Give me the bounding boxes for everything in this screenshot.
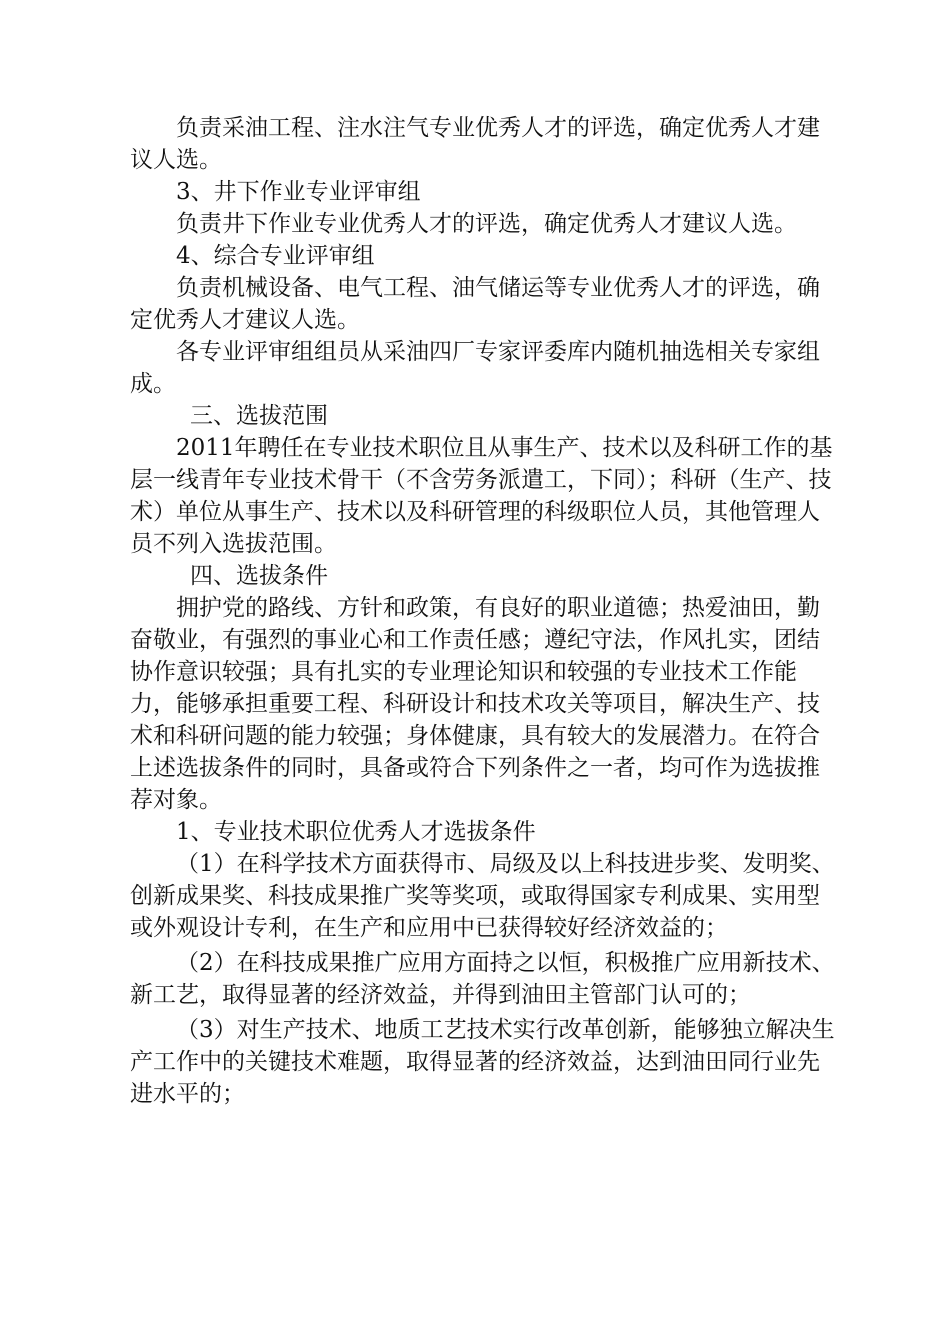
paragraph-comprehensive-group-duty: 负责机械设备、电气工程、油气储运等专业优秀人才的评选，确定优秀人才建议人选。 — [130, 275, 820, 333]
paragraph-downhole-group-duty: 负责井下作业专业优秀人才的评选，确定优秀人才建议人选。 — [176, 211, 797, 237]
condition-item-3: （3）对生产技术、地质工艺技术实行改革创新，能够独立解决生产工作中的关键技术难题，取得显著的经济效益，达到油田同行业先进水平的； — [130, 1017, 835, 1107]
condition-item-1: （1）在科学技术方面获得市、局级及以上科技进步奖、发明奖、创新成果奖、科技成果推广奖等奖项，或取得国家专利成果、实用型或外观设计专利，在生产和应用中已获得较好经济效益的； — [130, 851, 835, 941]
condition-item-2: （2）在科技成果推广应用方面持之以恒，积极推广应用新技术、新工艺，取得显著的经济效益，并得到油田主管部门认可的； — [130, 950, 835, 1008]
heading-comprehensive-group: 4、综合专业评审组 — [176, 243, 375, 269]
paragraph-group-members: 各专业评审组组员从采油四厂专家评委库内随机抽选相关专家组成。 — [130, 339, 820, 397]
paragraph-oil-production-group-duty: 负责采油工程、注水注气专业优秀人才的评选，确定优秀人才建议人选。 — [130, 115, 820, 173]
section-heading-conditions: 四、选拔条件 — [190, 563, 328, 589]
heading-technical-talent-conditions: 1、专业技术职位优秀人才选拔条件 — [176, 819, 536, 845]
document-page — [130, 112, 842, 1110]
paragraph-selection-conditions: 拥护党的路线、方针和政策，有良好的职业道德；热爱油田，勤奋敬业，有强烈的事业心和工作责任感；遵纪守法，作风扎实，团结协作意识较强；具有扎实的专业理论知识和较强的专业技术工作能力，能够承担重要工程、科研设计和技术攻关等项目，解决生产、技术和科研问题的能力较强；身体健康，具有较大的发展潜力。在符合上述选拔条件的同时，具备或符合下列条件之一者，均可作为选拔推荐对象。 — [130, 595, 820, 813]
section-heading-scope: 三、选拔范围 — [190, 403, 328, 429]
paragraph-selection-scope: 2011年聘任在专业技术职位且从事生产、技术以及科研工作的基层一线青年专业技术骨干（不含劳务派遣工，下同）；科研（生产、技术）单位从事生产、技术以及科研管理的科级职位人员，其他管理人员不列入选拔范围。 — [130, 435, 833, 557]
heading-downhole-group: 3、井下作业专业评审组 — [176, 179, 421, 205]
